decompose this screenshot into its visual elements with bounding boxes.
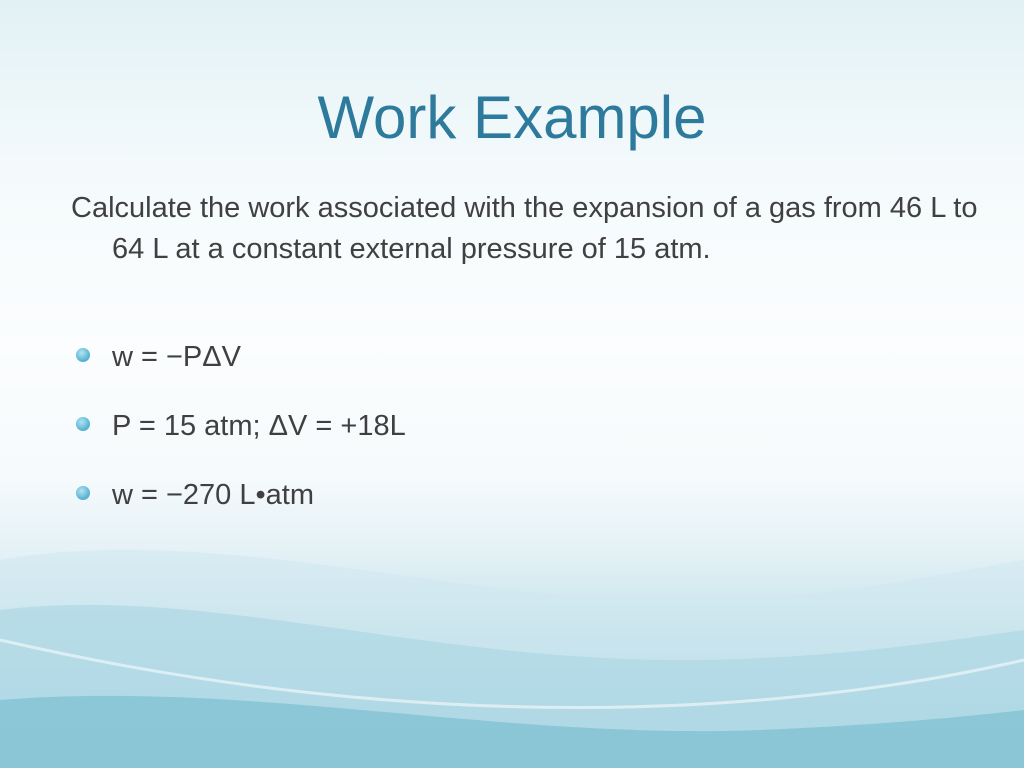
bullet-dot-icon	[76, 486, 90, 500]
bullet-dot-icon	[76, 417, 90, 431]
bullet-text: w = −PΔV	[112, 341, 241, 373]
intro-paragraph: Calculate the work associated with the expansion of a gas from 46 L to 64 L at a constant external pressure of 15 atm.	[71, 192, 978, 265]
bullet-text: P = 15 atm; ΔV = +18L	[112, 410, 406, 442]
slide-title: Work Example	[317, 84, 707, 151]
bullet-text: w = −270 L•atm	[112, 479, 314, 511]
bullet-item	[71, 475, 406, 516]
bullet-list	[71, 337, 406, 544]
bullet-item	[71, 337, 406, 378]
bullet-item	[71, 406, 406, 447]
bullet-dot-icon	[76, 348, 90, 362]
